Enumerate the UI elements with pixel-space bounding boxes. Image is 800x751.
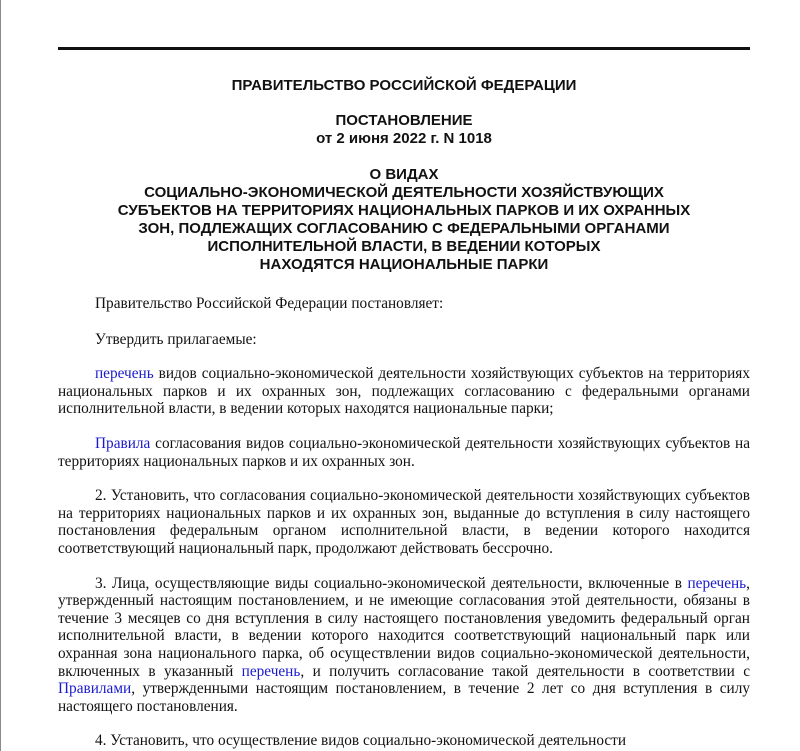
government-heading: ПРАВИТЕЛЬСТВО РОССИЙСКОЙ ФЕДЕРАЦИИ [231, 77, 577, 94]
document-date-number: от 2 июня 2022 г. N 1018 [316, 130, 492, 147]
paragraph-2: 2. Установить, что согласования социально-экономической деятельности хозяйствующих субъектов на территориях национальных парков и их охранных зон, выданные до вступления в силу настоящего постановления федеральным органом исполнительной власти, в ведении которого находится соответствующий национальный парк, продолжают действовать бессрочно. [58, 487, 750, 557]
title-line: СУБЪЕКТОВ НА ТЕРРИТОРИЯХ НАЦИОНАЛЬНЫХ ПАРКОВ И ИХ ОХРАННЫХ [117, 202, 691, 219]
list-link[interactable]: перечень [687, 574, 747, 592]
list-link[interactable]: перечень [241, 662, 301, 680]
paragraph-3-text: , утвержденный настоящим постановлением, и не имеющие согласования этой деятельности, обязаны в течение 3 месяцев со дня вступления в силу настоящего постановления уведомить федеральный орган исполнительной власти, в ведении которого находится соответствующий национальный парк или охранная зона национального парка, об осуществлении видов социально-экономической деятельности, включенных в указанный [58, 574, 750, 680]
intro-paragraph: Правительство Российской Федерации постановляет: [95, 295, 444, 312]
list-link[interactable]: перечень [95, 365, 154, 383]
title-line: ИСПОЛНИТЕЛЬНОЙ ВЛАСТИ, В ВЕДЕНИИ КОТОРЫХ [207, 238, 601, 255]
title-line: ЗОН, ПОДЛЕЖАЩИХ СОГЛАСОВАНИЮ С ФЕДЕРАЛЬНЫМИ ОРГАНАМИ [138, 220, 670, 237]
paragraph-4: 4. Установить, что осуществление видов социально-экономической деятельности [95, 732, 627, 750]
rules-link[interactable]: Правилами [58, 680, 132, 698]
title-line: О ВИДАХ [369, 166, 439, 183]
document-title [58, 166, 750, 274]
document-kind-heading: ПОСТАНОВЛЕНИЕ [335, 112, 473, 129]
approve-paragraph: Утвердить прилагаемые: [95, 330, 257, 348]
item-list-text: видов социально-экономической деятельности хозяйствующих субъектов на территориях национальных парков и их охранных зон, подлежащих согласованию с федеральными органами исполнительной власти, в ведении которых находятся национальные парки; [58, 365, 750, 418]
document-page [58, 50, 750, 750]
title-line: СОЦИАЛЬНО-ЭКОНОМИЧЕСКОЙ ДЕЯТЕЛЬНОСТИ ХОЗЯЙСТВУЮЩИХ [144, 184, 664, 201]
paragraph-3 [58, 575, 750, 716]
item-rules-text: согласования видов социально-экономической деятельности хозяйствующих субъектов на территориях национальных парков и их охранных зон. [58, 434, 750, 470]
paragraph-3-text: , утвержденными настоящим постановлением, в течение 2 лет со дня вступления в силу настоящего постановления. [58, 680, 750, 715]
rules-link[interactable]: Правила [95, 434, 151, 452]
item-list-paragraph [58, 365, 750, 418]
paragraph-3-text: , и получить согласование такой деятельности в соответствии с [300, 662, 751, 680]
paragraph-3-text: 3. Лица, осуществляющие виды социально-экономической деятельности, включенные в [95, 574, 688, 592]
window-edge [0, 0, 1, 751]
item-rules-paragraph [58, 435, 750, 470]
title-line: НАХОДЯТСЯ НАЦИОНАЛЬНЫЕ ПАРКИ [259, 256, 549, 273]
